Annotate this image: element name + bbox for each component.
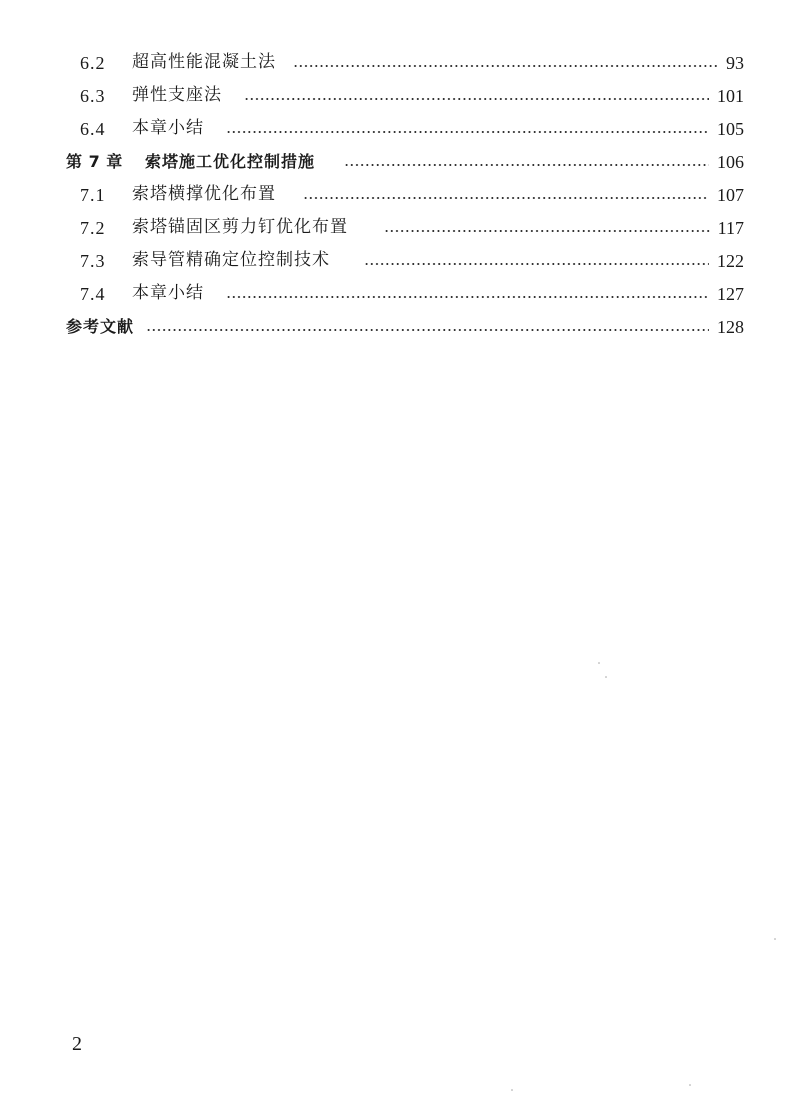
- scan-speck: [689, 1084, 691, 1086]
- toc-entry-number: 7.4: [80, 283, 106, 304]
- toc-entry-page: 105: [717, 118, 744, 139]
- toc-entry-references[interactable]: [0, 310, 790, 343]
- toc-entry-page: 107: [717, 184, 744, 205]
- toc-entry-7-2[interactable]: [0, 211, 790, 244]
- toc-entry-title: 超高性能混凝土法: [132, 52, 276, 72]
- toc-leader-dots: [384, 230, 710, 232]
- scan-speck: [605, 676, 607, 678]
- toc-entry-page: 117: [717, 217, 744, 238]
- toc-entry-6-3[interactable]: [0, 79, 790, 112]
- toc-leader-dots: [344, 164, 709, 166]
- toc-entry-7-1[interactable]: [0, 178, 790, 211]
- toc-entry-title: 索导管精确定位控制技术: [132, 250, 330, 270]
- toc-leader-dots: [226, 296, 709, 298]
- toc-entry-title: 索塔横撑优化布置: [132, 184, 276, 204]
- toc-entry-7-3[interactable]: [0, 244, 790, 277]
- toc-entry-title: 索塔锚固区剪力钉优化布置: [132, 217, 348, 237]
- toc-entry-page: 101: [717, 85, 744, 106]
- toc-entry-page: 128: [717, 316, 744, 337]
- toc-leader-dots: [303, 197, 709, 199]
- page-number: 2: [72, 1033, 82, 1055]
- toc-entry-chapter-7[interactable]: [0, 145, 790, 178]
- toc-entry-6-2[interactable]: [0, 46, 790, 79]
- table-of-contents: [0, 46, 790, 343]
- toc-entry-title: 参考文献: [66, 316, 135, 336]
- toc-entry-7-4[interactable]: [0, 277, 790, 310]
- toc-chapter-label: 第 7 章: [66, 151, 123, 171]
- scan-speck: [598, 662, 600, 664]
- toc-leader-dots: [226, 131, 709, 133]
- toc-entry-page: 106: [717, 151, 744, 172]
- toc-entry-title: 本章小结: [132, 118, 204, 138]
- toc-entry-page: 122: [717, 250, 744, 271]
- toc-entry-number: 6.4: [80, 118, 106, 139]
- toc-entry-number: 7.3: [80, 250, 106, 271]
- toc-leader-dots: [146, 329, 709, 331]
- toc-entry-number: 6.2: [80, 52, 106, 73]
- toc-entry-number: 7.2: [80, 217, 106, 238]
- toc-leader-dots: [364, 263, 709, 265]
- toc-entry-title: 弹性支座法: [132, 85, 222, 105]
- toc-entry-number: 6.3: [80, 85, 106, 106]
- toc-entry-number: 7.1: [80, 184, 106, 205]
- toc-entry-title: 本章小结: [132, 283, 204, 303]
- toc-leader-dots: [244, 98, 709, 100]
- toc-entry-title: 索塔施工优化控制措施: [145, 151, 316, 171]
- scan-speck: [774, 938, 776, 940]
- scan-speck: [511, 1089, 513, 1091]
- toc-entry-page: 93: [726, 52, 744, 73]
- toc-entry-page: 127: [717, 283, 744, 304]
- toc-entry-6-4[interactable]: [0, 112, 790, 145]
- toc-leader-dots: [293, 65, 718, 67]
